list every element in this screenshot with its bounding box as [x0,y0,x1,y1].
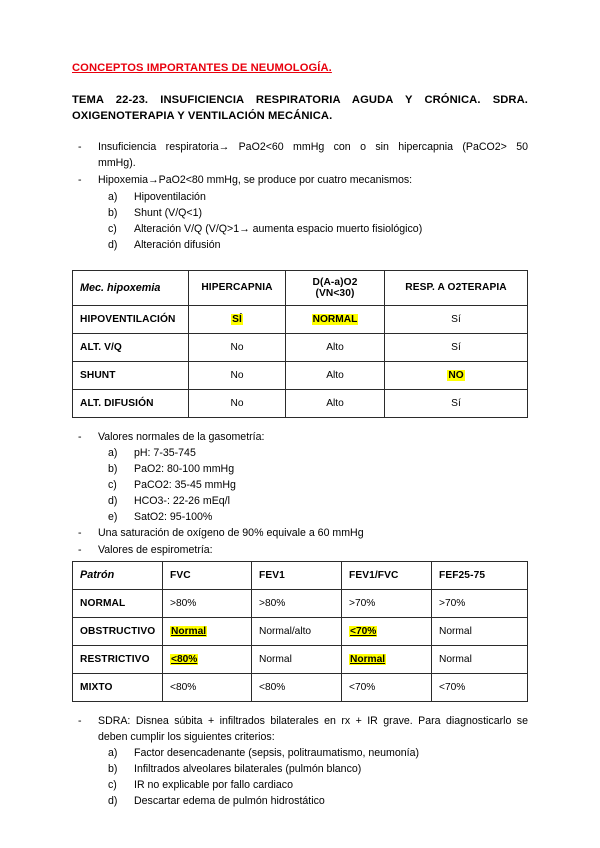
column-header: FVC [163,561,252,589]
list-item-label: Hipoventilación [134,191,206,204]
bullet-text: Valores normales de la gasometría: [98,430,265,443]
cell-value-highlighted: NO [448,369,464,381]
table-cell [286,305,385,333]
bullet-text-line-1: Insuficiencia respiratoria→ PaO2<60 mmHg con o sin hipercapnia (PaCO2> 50 [98,141,528,154]
table-cell: Normal [432,617,528,645]
page-title: CONCEPTOS IMPORTANTES DE NEUMOLOGÍA. [72,62,332,74]
table-cell: Sí [385,389,528,417]
dash-marker: - [78,714,82,727]
table-cell: No [189,333,286,361]
list-item-label: Infiltrados alveolares bilaterales (pulmón blanco) [134,763,362,776]
table-cell: Sí [385,305,528,333]
list-marker: e) [108,511,118,524]
cell-value-highlighted: SÍ [232,313,242,325]
list-item [72,222,528,238]
list-item [72,238,528,254]
list-item-label: PaO2: 80-100 mmHg [134,463,235,476]
table-cell: Sí [385,333,528,361]
column-header: RESP. A O2TERAPIA [385,270,528,305]
column-header: HIPERCAPNIA [189,270,286,305]
list-item [72,173,528,189]
hypoxemia-mechanisms-table [72,270,528,418]
column-header: FEV1 [252,561,342,589]
list-item [72,140,528,172]
list-marker: a) [108,447,118,460]
cell-value-highlighted: Normal [350,653,386,665]
list-item [72,206,528,222]
table-row [73,333,528,361]
list-item [72,526,528,542]
list-item-label: HCO3-: 22-26 mEq/l [134,495,230,508]
table-cell [163,645,252,673]
list-item-label: Factor desencadenante (sepsis, politraumatismo, neumonía) [134,747,420,760]
list-item [72,543,528,559]
hypoxemia-mechanisms-list [72,190,528,254]
dash-marker: - [78,141,82,154]
list-item [72,478,528,494]
bullet-text-line-2: deben cumplir los siguientes criterios: [98,730,275,743]
document-body [72,62,528,810]
subtitle-line-1: TEMA 22-23. INSUFICIENCIA RESPIRATORIA AGUDA Y CRÓNICA. SDRA. [72,94,528,107]
cell-value-highlighted: <80% [171,653,198,665]
column-header: Mec. hipoxemia [73,270,189,305]
table-row [73,589,528,617]
table-cell: <80% [252,673,342,701]
list-marker: d) [108,795,118,808]
row-header: OBSTRUCTIVO [73,617,163,645]
subtitle-line-2: OXIGENOTERAPIA Y VENTILACIÓN MECÁNICA. [72,109,333,122]
list-marker: d) [108,238,118,251]
list-item [72,762,528,778]
list-item [72,494,528,510]
table-cell: Alto [286,333,385,361]
row-header: MIXTO [73,673,163,701]
list-item-label: pH: 7-35-745 [134,447,196,460]
table-row [73,305,528,333]
list-item-label: SatO2: 95-100% [134,511,213,524]
table-cell: >80% [163,589,252,617]
list-item [72,430,528,446]
list-marker: d) [108,495,118,508]
row-header: RESTRICTIVO [73,645,163,673]
row-header: ALT. DIFUSIÓN [73,389,189,417]
table-cell [189,305,286,333]
list-item-label: Descartar edema de pulmón hidrostático [134,795,325,808]
gasometry-values-list [72,446,528,525]
column-header: Patrón [73,561,163,589]
table-row [73,389,528,417]
table-cell: Normal/alto [252,617,342,645]
section1-bullet-list [72,140,528,189]
list-marker: c) [108,222,117,235]
dash-marker: - [78,174,82,187]
table-cell: Normal [252,645,342,673]
column-header: FEV1/FVC [342,561,432,589]
sdra-criteria-list [72,746,528,810]
cell-value-highlighted: Normal [171,625,207,637]
table-cell: >70% [342,589,432,617]
list-item [72,746,528,762]
table-cell: <70% [342,673,432,701]
list-marker: b) [108,206,118,219]
list-item [72,510,528,526]
list-item [72,462,528,478]
section2-bullet-list-2 [72,526,528,559]
bullet-text-line-1: SDRA: Disnea súbita + infiltrados bilaterales en rx + IR grave. Para diagnosticarlo se [98,714,528,727]
table-cell: Alto [286,361,385,389]
list-item-label: Alteración difusión [134,238,221,251]
row-header: HIPOVENTILACIÓN [73,305,189,333]
list-item-label: Shunt (V/Q<1) [134,206,203,219]
cell-value-highlighted: <70% [350,625,377,637]
list-marker: c) [108,479,117,492]
table-cell: >70% [432,589,528,617]
row-header: NORMAL [73,589,163,617]
table-header-row [73,561,528,589]
list-marker: a) [108,747,118,760]
bullet-text-line-2: mmHg). [98,157,136,170]
table-cell [163,617,252,645]
list-marker: a) [108,191,118,204]
row-header: ALT. V/Q [73,333,189,361]
hypoxemia-table-wrapper [72,270,528,418]
table-cell: <70% [432,673,528,701]
spirometry-table-wrapper [72,561,528,702]
table-row [73,673,528,701]
list-marker: b) [108,463,118,476]
section3-bullet-list [72,714,528,746]
list-item [72,446,528,462]
dash-marker: - [78,526,82,539]
table-cell [342,645,432,673]
list-item [72,778,528,794]
bullet-text: Una saturación de oxígeno de 90% equivale a 60 mmHg [98,526,364,539]
table-cell: No [189,389,286,417]
table-cell [342,617,432,645]
spirometry-patterns-table [72,561,528,702]
table-row [73,617,528,645]
column-header: D(A-a)O2 (VN<30) [286,270,385,305]
list-item-label: IR no explicable por fallo cardiaco [134,779,293,792]
list-marker: b) [108,763,118,776]
dash-marker: - [78,430,82,443]
cell-value-highlighted: NORMAL [312,313,358,325]
dash-marker: - [78,543,82,556]
bullet-text: Hipoxemia→PaO2<80 mmHg, se produce por cuatro mecanismos: [98,174,413,187]
table-cell: Alto [286,389,385,417]
table-cell [385,361,528,389]
table-cell: No [189,361,286,389]
bullet-text: Valores de espirometría: [98,543,213,556]
table-row [73,361,528,389]
list-item [72,794,528,810]
document-subtitle [72,93,528,124]
table-cell: >80% [252,589,342,617]
list-item [72,714,528,746]
section2-bullet-list [72,430,528,446]
row-header: SHUNT [73,361,189,389]
table-row [73,645,528,673]
list-item-label: Alteración V/Q (V/Q>1→ aumenta espacio muerto fisiológico) [134,222,423,235]
list-marker: c) [108,779,117,792]
table-cell: <80% [163,673,252,701]
list-item-label: PaCO2: 35-45 mmHg [134,479,236,492]
list-item [72,190,528,206]
table-header-row [73,270,528,305]
column-header: FEF25-75 [432,561,528,589]
table-cell: Normal [432,645,528,673]
